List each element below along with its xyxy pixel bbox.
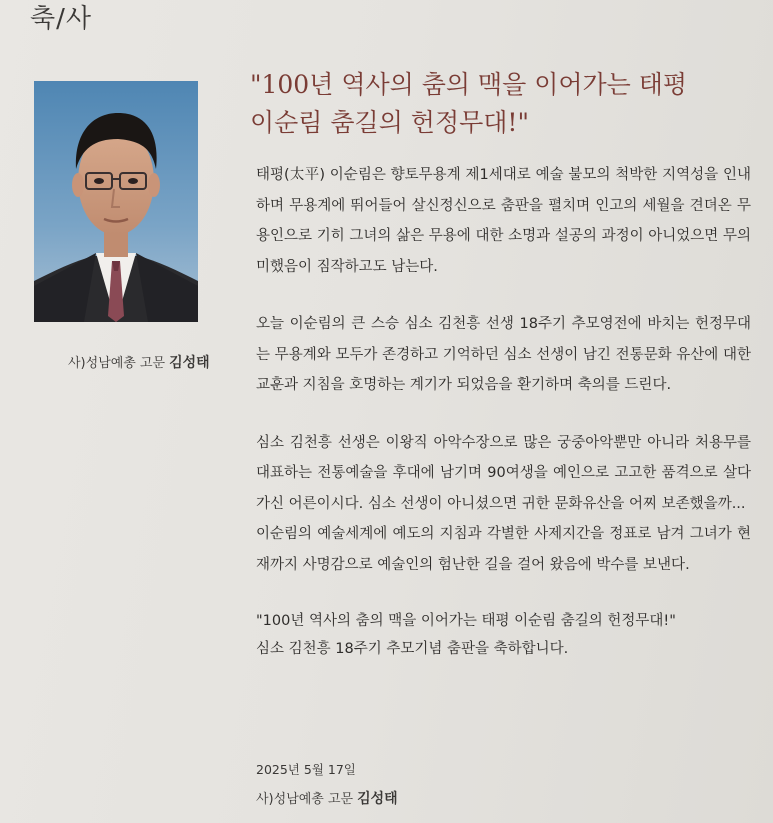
portrait-caption-org: 사)성남예총 고문	[68, 356, 166, 371]
article-headline	[250, 66, 750, 142]
signature-date: 2025년 5월 17일	[256, 762, 356, 777]
closing-quote-line-1: "100년 역사의 춤의 맥을 이어가는 태평 이순림 춤길의 헌정무대!"	[256, 613, 676, 629]
portrait-photo	[34, 81, 198, 322]
paragraph-4: 이순림의 예술세계에 예도의 지침과 각별한 사제지간을 정표로 남겨 그녀가 현재까지 사명감으로 예술인의 험난한 길을 걸어 왔음에 박수를 보낸다.	[256, 526, 751, 573]
closing-quote	[256, 607, 751, 663]
paragraph-2: 오늘 이순림의 큰 스승 심소 김천흥 선생 18주기 추모영전에 바치는 헌정무대는 무용계와 모두가 존경하고 기억하던 심소 선생이 남긴 전통문화 유산에 대한 교훈과 지침을 호명하는 계기가 되었음을 환기하며 축의를 드린다.	[256, 316, 752, 393]
signature-name: 김성태	[357, 791, 398, 807]
article-body	[256, 160, 751, 690]
signature-block	[256, 788, 398, 808]
paragraph-1: 태평(太平) 이순림은 향토무용계 제1세대로 예술 불모의 척박한 지역성을 인내하며 무용계에 뛰어들어 살신정신으로 춤판을 펼치며 인고의 세월을 견뎌온 무용인으로 기히 그녀의 삶은 무용에 대한 소명과 설공의 과정이 아니었으면 무의미했음이 짐작하고도 남는다.	[256, 167, 751, 275]
page-heading: 축/사	[30, 4, 92, 34]
headline-line-1: "100년 역사의 춤의 맥을 이어가는 태평	[250, 70, 688, 99]
paragraph-3: 심소 김천흥 선생은 이왕직 아악수장으로 많은 궁중아악뿐만 아니라 처용무를 대표하는 전통예술을 후대에 남기며 90여생을 예인으로 고고한 품격으로 살다 가신 어른이시다. 심소 선생이 아니셨으면 귀한 문화유산을 어찌 보존했을까...	[256, 434, 751, 512]
headline-line-2: 이순림 춤길의 헌정무대!"	[250, 108, 529, 137]
portrait-caption	[68, 352, 210, 372]
closing-quote-line-2: 심소 김천흥 18주기 추모기념 춤판을 축하합니다.	[256, 641, 569, 657]
signature-org: 사)성남예총 고문	[256, 792, 354, 807]
portrait-caption-name: 김성태	[169, 355, 210, 371]
portrait-illustration	[34, 81, 198, 322]
